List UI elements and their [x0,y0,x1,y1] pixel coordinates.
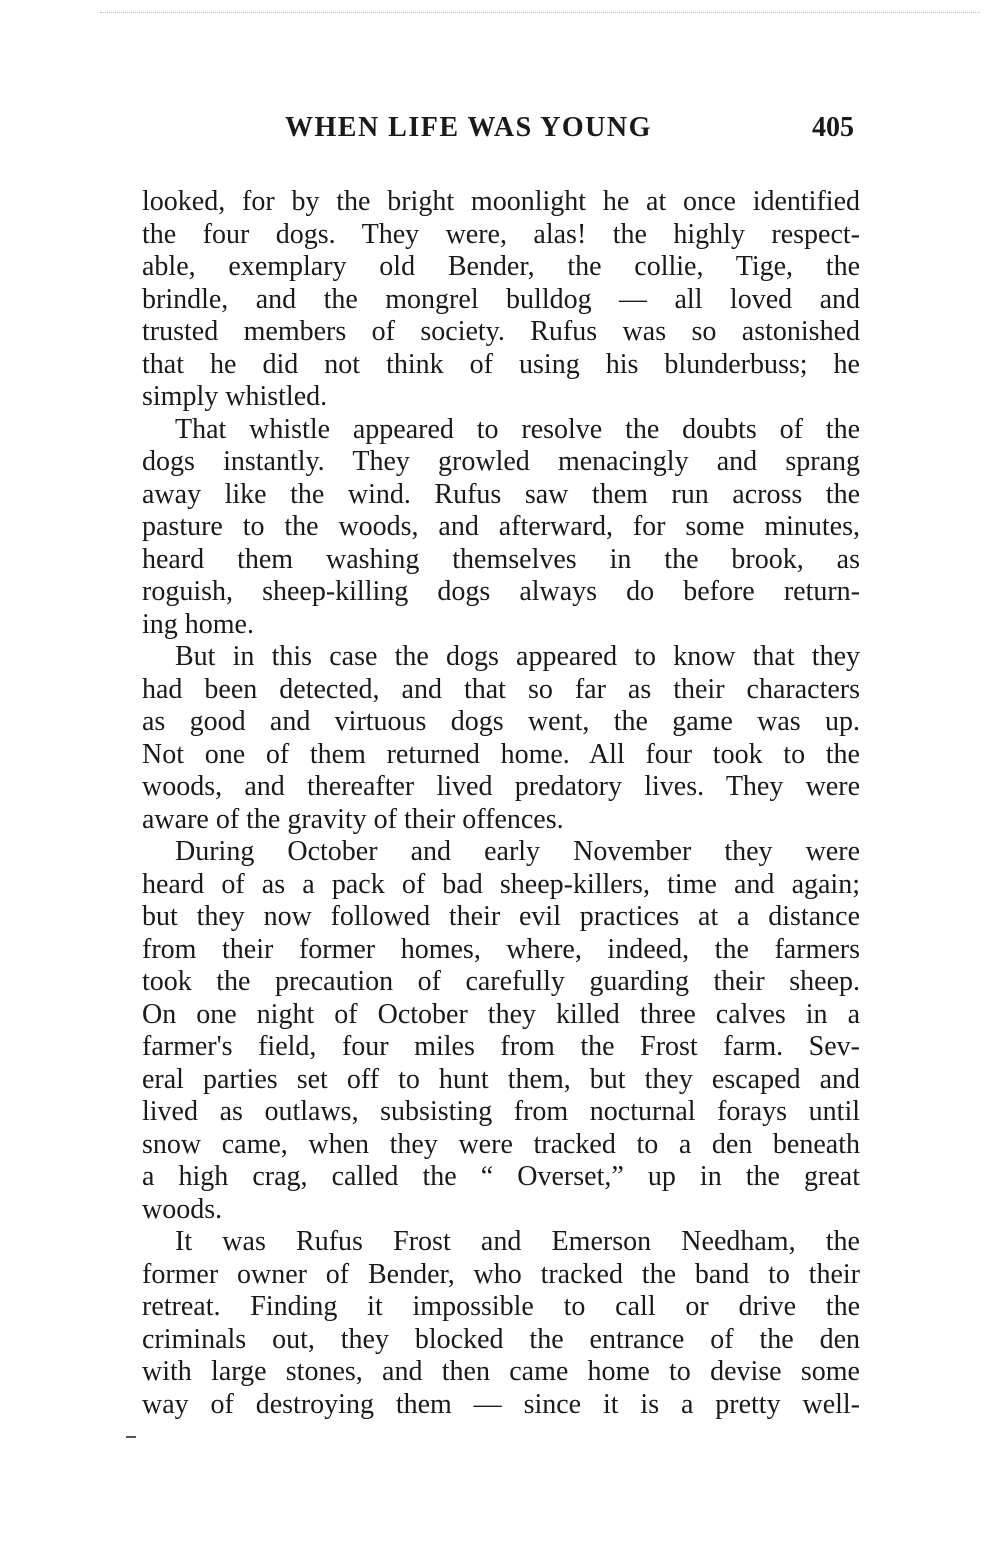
text-line: simply whistled. [142,381,328,412]
text-line: roguish, sheep-killing dogs always do before return- [142,576,860,607]
text-line: trusted members of society. Rufus was so astonished [142,316,860,347]
page-number: 405 [812,112,854,143]
text-line: looked, for by the bright moonlight he at once identified [142,186,860,217]
text-line: with large stones, and then came home to devise some [142,1356,860,1387]
text-line: ing home. [142,608,254,640]
text-line: woods. [142,1193,223,1225]
scan-edge-marks [100,12,980,14]
text-line: but they now followed their evil practices at a distance [142,901,860,932]
text-line: heard them washing themselves in the brook, as [142,543,860,575]
text-line: away like the wind. Rufus saw them run across the [142,478,860,510]
text-line: eral parties set off to hunt them, but they escaped and [142,1063,860,1095]
body-text [142,186,860,1421]
running-title: WHEN LIFE WAS YOUNG [285,112,652,143]
text-line: retreat. Finding it impossible to call or drive the [142,1291,860,1322]
text-line: dogs instantly. They growled menacingly and sprang [142,446,860,477]
text-line: aware of the gravity of their offences. [142,803,564,835]
text-line: brindle, and the mongrel bulldog — all loved and [142,283,860,315]
text-line: took the precaution of carefully guarding their sheep. [142,966,860,997]
text-line: woods, and thereafter lived predatory lives. They were [142,771,860,802]
text-line: that he did not think of using his blunderbuss; he [142,348,860,380]
text-line: On one night of October they killed three calves in a [142,998,860,1030]
paragraph-start-line: During October and early November they were [175,836,860,867]
text-line: the four dogs. They were, alas! the highly respect- [142,218,860,250]
text-line: a high crag, called the “ Overset,” up in the great [142,1161,860,1192]
text-line: Not one of them returned home. All four took to the [142,738,860,770]
text-line: former owner of Bender, who tracked the band to their [142,1258,860,1290]
paragraph-start-line: But in this case the dogs appeared to know that they [175,641,860,672]
text-line: pasture to the woods, and afterward, for some minutes, [142,511,860,542]
text-line: way of destroying them — since it is a pretty well- [142,1388,860,1420]
paragraph-start-line: It was Rufus Frost and Emerson Needham, the [175,1226,860,1257]
page-header [0,112,1000,152]
paragraph-start-line: That whistle appeared to resolve the doubts of the [175,413,860,445]
text-line: lived as outlaws, subsisting from nocturnal forays until [142,1096,860,1127]
text-line: criminals out, they blocked the entrance of the den [142,1323,860,1355]
text-line: heard of as a pack of bad sheep-killers, time and again; [142,868,860,900]
text-line: from their former homes, where, indeed, the farmers [142,933,860,965]
text-line: as good and virtuous dogs went, the game was up. [142,706,860,737]
ink-speck [126,1436,136,1438]
text-line: had been detected, and that so far as their characters [142,673,860,705]
text-line: farmer's field, four miles from the Frost farm. Sev- [142,1031,860,1062]
text-line: able, exemplary old Bender, the collie, Tige, the [142,251,860,282]
text-line: snow came, when they were tracked to a den beneath [142,1128,860,1160]
